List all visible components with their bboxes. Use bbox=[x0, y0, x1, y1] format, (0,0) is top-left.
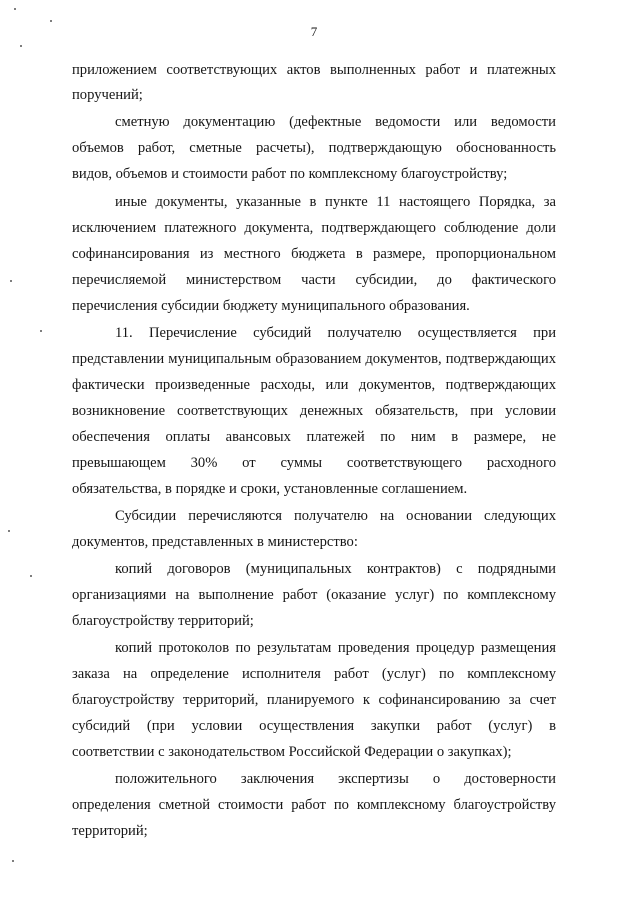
scan-speck bbox=[12, 860, 14, 862]
scan-speck bbox=[50, 20, 52, 22]
text-line: копий договоров (муниципальных контрактов) с подрядными bbox=[115, 561, 556, 577]
text-line: 11. Перечисление субсидий получателю осуществляется при bbox=[115, 325, 556, 341]
text-line: положительного заключения экспертизы о достоверности bbox=[115, 771, 556, 787]
text-line: представлении муниципальным образованием документов, подтверждающих bbox=[72, 351, 556, 367]
text-line: перечисляемой министерством части субсидии, до фактического bbox=[72, 272, 556, 288]
text-line: сметную документацию (дефектные ведомости или ведомости bbox=[115, 114, 556, 130]
text-line: копий протоколов по результатам проведения процедур размещения bbox=[115, 640, 556, 656]
text-line: возникновение соответствующих денежных обязательств, при условии bbox=[72, 403, 556, 419]
scan-speck bbox=[40, 330, 42, 332]
text-line: фактически произведенные расходы, или документов, подтверждающих bbox=[72, 377, 556, 393]
text-line: субсидий (при условии осуществления закупки работ (услуг) в bbox=[72, 718, 556, 734]
text-line: соответствии с законодательством Российской Федерации о закупках); bbox=[72, 744, 512, 760]
scan-speck bbox=[30, 575, 32, 577]
scan-speck bbox=[14, 8, 16, 10]
text-line: объемов работ, сметные расчеты), подтверждающую обоснованность bbox=[72, 140, 556, 156]
scan-speck bbox=[20, 45, 22, 47]
text-line: Субсидии перечисляются получателю на основании следующих bbox=[115, 508, 556, 524]
text-line: заказа на определение исполнителя работ (услуг) по комплексному bbox=[72, 666, 556, 682]
scan-speck bbox=[8, 530, 10, 532]
scan-speck bbox=[10, 280, 12, 282]
text-line: иные документы, указанные в пункте 11 настоящего Порядка, за bbox=[115, 194, 556, 210]
text-line: софинансирования из местного бюджета в размере, пропорциональном bbox=[72, 246, 556, 262]
text-line: определения сметной стоимости работ по комплексному благоустройству bbox=[72, 797, 556, 813]
text-line: видов, объемов и стоимости работ по комплексному благоустройству; bbox=[72, 166, 508, 182]
text-line: территорий; bbox=[72, 823, 148, 839]
text-line: обязательства, в порядке и сроки, установленные соглашением. bbox=[72, 481, 468, 497]
text-line: перечисления субсидии бюджету муниципального образования. bbox=[72, 298, 470, 314]
text-line: исключением платежного документа, подтверждающего соблюдение доли bbox=[72, 220, 556, 236]
text-line: благоустройству территорий; bbox=[72, 613, 254, 629]
text-line: благоустройству территорий, планируемого к софинансированию за счет bbox=[72, 692, 556, 708]
text-line: обеспечения оплаты авансовых платежей по ним в размере, не bbox=[72, 429, 556, 445]
text-line: поручений; bbox=[72, 87, 143, 103]
page-number: 7 bbox=[310, 24, 318, 39]
text-line: приложением соответствующих актов выполненных работ и платежных bbox=[72, 62, 556, 78]
text-line: превышающем 30% от суммы соответствующего расходного bbox=[72, 455, 556, 471]
text-line: документов, представленных в министерство: bbox=[72, 534, 358, 550]
text-line: организациями на выполнение работ (оказание услуг) по комплексному bbox=[72, 587, 556, 603]
